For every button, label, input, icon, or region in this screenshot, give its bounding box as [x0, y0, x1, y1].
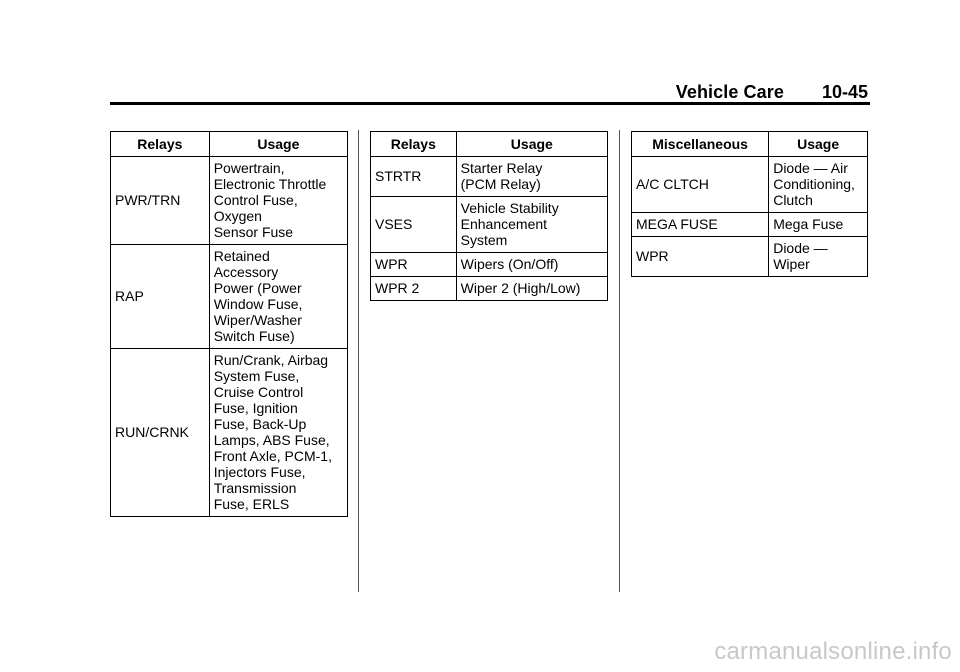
table-row: [111, 349, 348, 517]
table-row: [111, 245, 348, 349]
page-number: 10-45: [821, 82, 868, 102]
column-divider: [619, 130, 620, 592]
relay-name: STRTR: [371, 157, 457, 197]
relay-usage: Wiper 2 (High/Low): [460, 280, 581, 296]
relay-name: VSES: [371, 197, 457, 253]
table-row: [632, 237, 868, 277]
page-header: [110, 82, 870, 104]
column-header-relays: Relays: [371, 132, 457, 157]
item-usage: Diode — Wiper: [773, 240, 828, 272]
column-header-relays: Relays: [111, 132, 210, 157]
relay-usage: Powertrain, Electronic Throttle Control Fuse, Oxygen Sensor Fuse: [213, 160, 327, 240]
relays-table-2: [370, 131, 608, 301]
relay-usage: Wipers (On/Off): [460, 256, 559, 272]
table-row: [632, 157, 868, 213]
item-name: WPR: [632, 237, 769, 277]
table-header-row: [632, 132, 868, 157]
table-header-row: [111, 132, 348, 157]
table-row: [371, 253, 608, 277]
table-row: [371, 277, 608, 301]
relay-usage: Run/Crank, Airbag System Fuse, Cruise Control Fuse, Ignition Fuse, Back-Up Lamps, ABS Fuse, Front Axle, PCM-1, Injectors Fuse, Transmission Fuse, ERLS: [213, 352, 332, 512]
relay-name: WPR 2: [371, 277, 457, 301]
item-name: MEGA FUSE: [632, 213, 769, 237]
section-title: Vehicle Care: [675, 82, 784, 102]
table-row: [371, 157, 608, 197]
table-header-row: [371, 132, 608, 157]
relay-name: RAP: [111, 245, 210, 349]
column-header-usage: Usage: [456, 132, 607, 157]
item-usage: Diode — Air Conditioning, Clutch: [773, 160, 855, 208]
item-usage: Mega Fuse: [773, 216, 844, 232]
table-row: [371, 197, 608, 253]
relay-usage: Vehicle Stability Enhancement System: [460, 200, 559, 248]
relay-usage: Retained Accessory Power (Power Window Fuse, Wiper/Washer Switch Fuse): [213, 248, 303, 344]
relay-name: RUN/CRNK: [111, 349, 210, 517]
item-name: A/C CLTCH: [632, 157, 769, 213]
column-header-usage: Usage: [769, 132, 868, 157]
relay-name: WPR: [371, 253, 457, 277]
header-rule: [110, 102, 870, 105]
miscellaneous-table: [631, 131, 868, 277]
table-row: [111, 157, 348, 245]
column-header-miscellaneous: Miscellaneous: [632, 132, 769, 157]
column-header-usage: Usage: [209, 132, 347, 157]
relays-table-1: [110, 131, 348, 517]
column-divider: [358, 130, 359, 592]
relay-name: PWR/TRN: [111, 157, 210, 245]
relay-usage: Starter Relay (PCM Relay): [460, 160, 543, 192]
site-watermark: carmanualsonline.info: [714, 638, 952, 665]
table-row: [632, 213, 868, 237]
